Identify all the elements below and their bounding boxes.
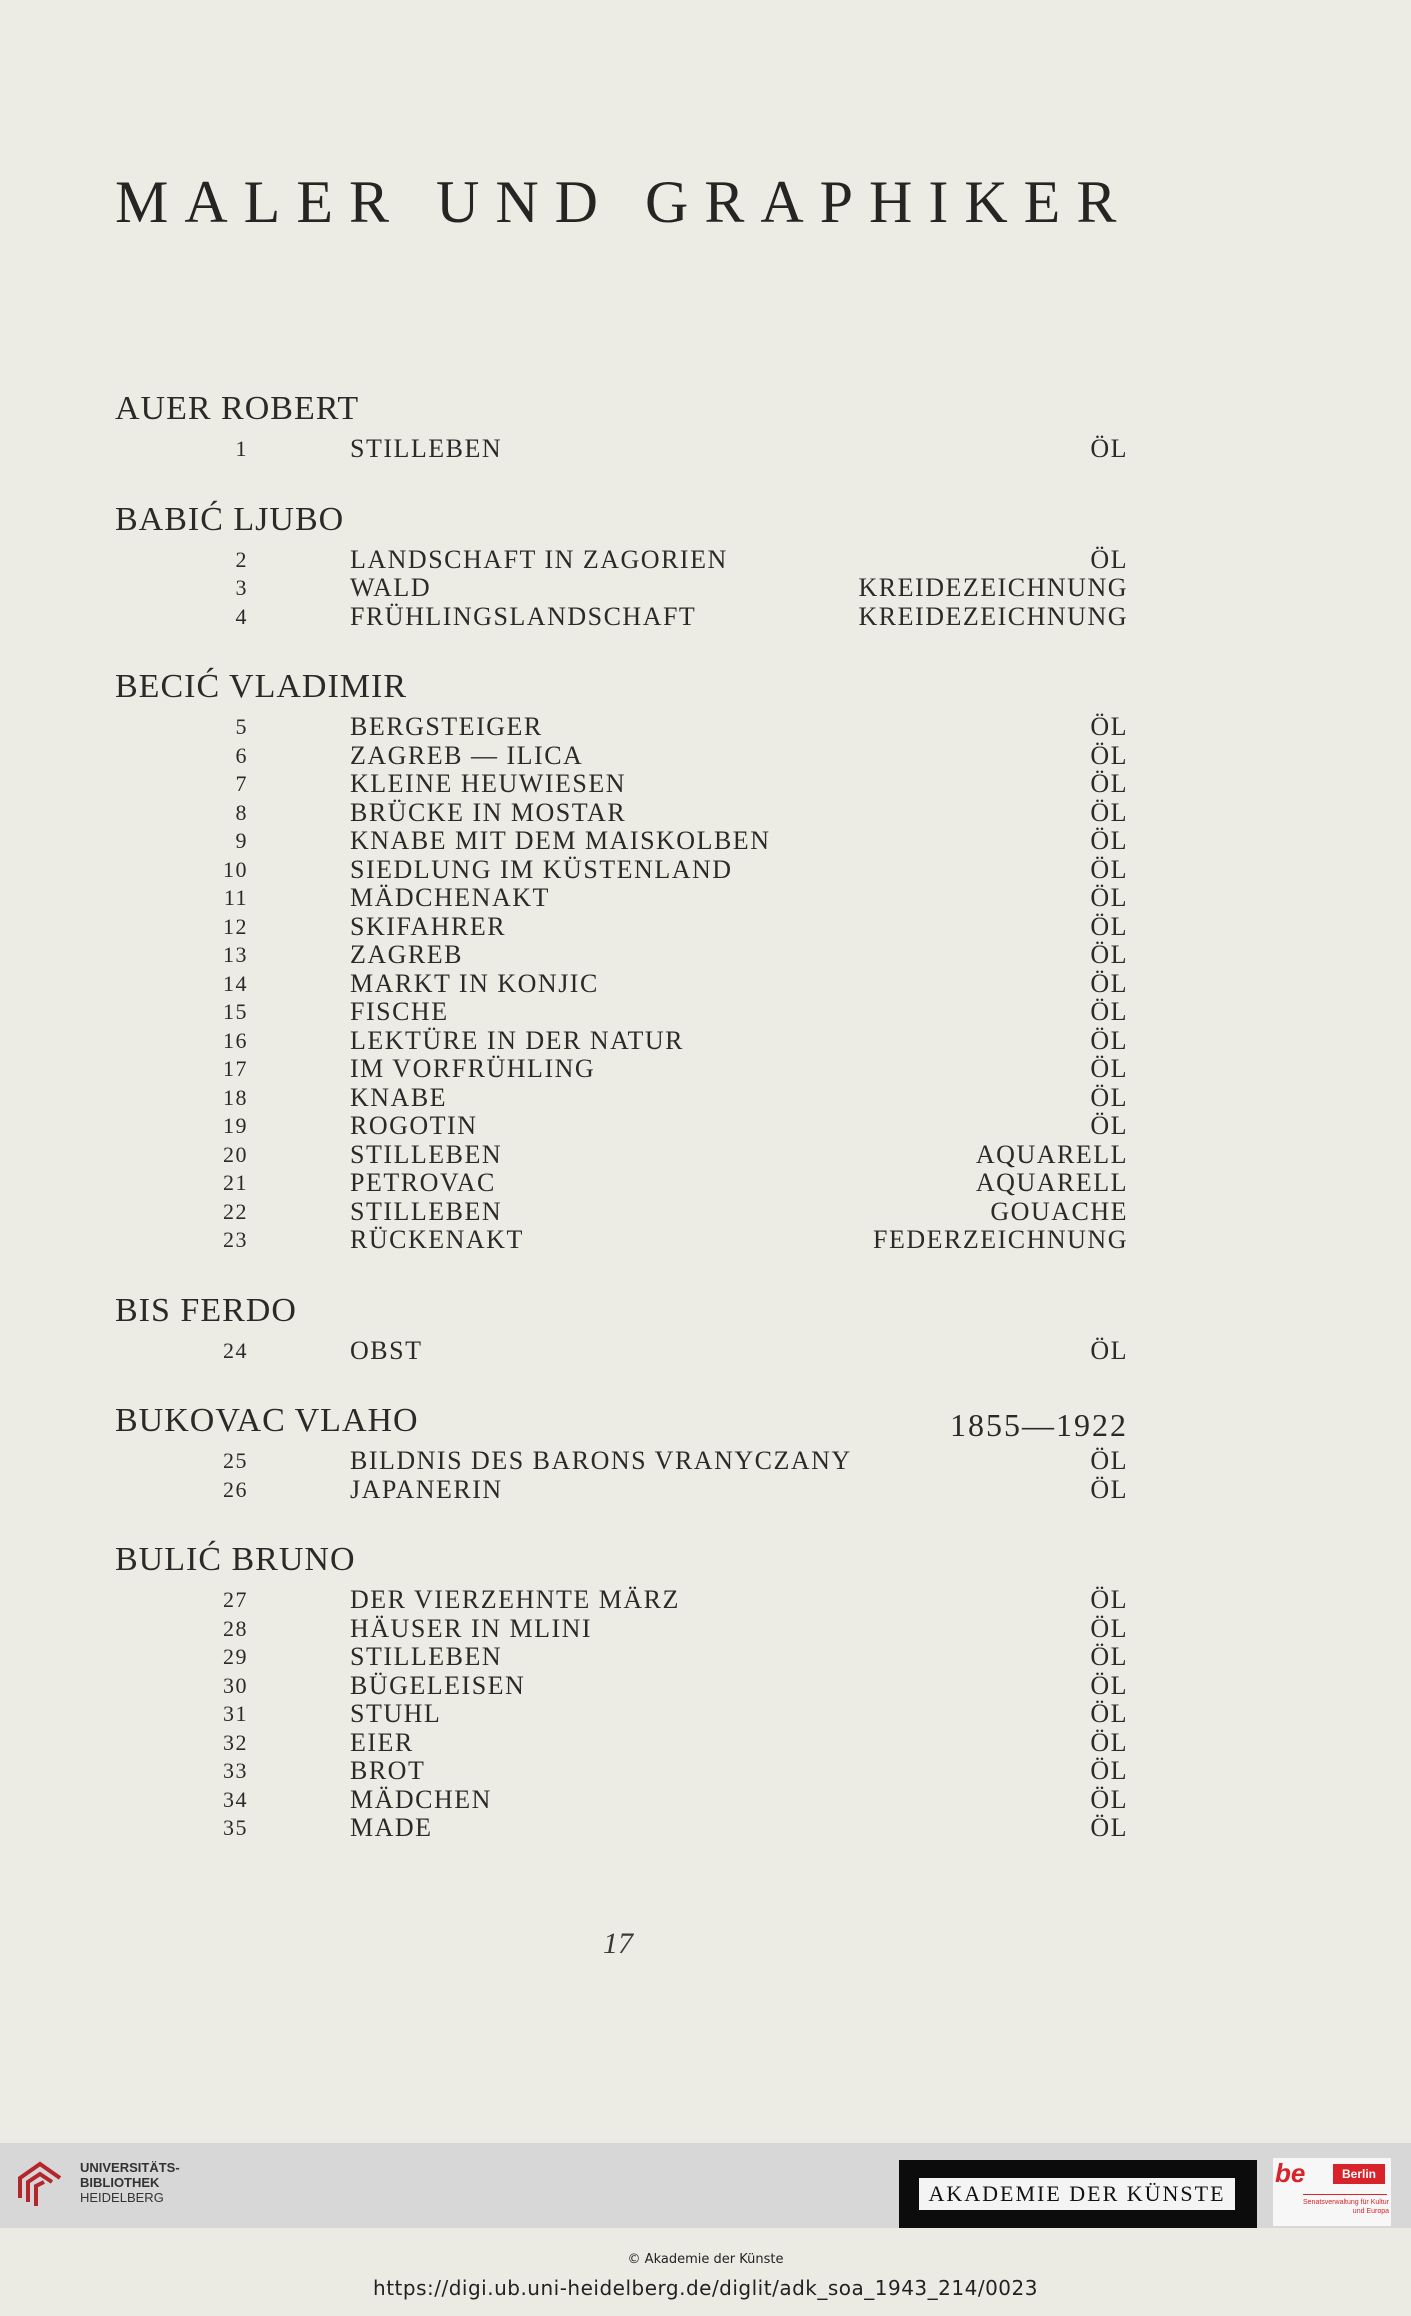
- work-number-text: 11: [223, 885, 248, 910]
- page-title: MALER UND GRAPHIKER: [115, 169, 1133, 235]
- work-medium: ÖL: [1090, 434, 1128, 463]
- work-title: MARKT IN KONJIC: [350, 968, 599, 998]
- work-title: BERGSTEIGER: [350, 712, 543, 741]
- work-number-text: 2: [235, 546, 248, 572]
- work-title: BÜGELEISEN: [350, 1670, 526, 1700]
- work-title: LANDSCHAFT IN ZAGORIEN: [350, 544, 728, 574]
- work-title: LEKTÜRE IN DER NATUR: [350, 1025, 685, 1055]
- work-entry: [115, 799, 1128, 828]
- work-medium: ÖL: [1090, 854, 1128, 884]
- source-url[interactable]: https://digi.ub.uni-heidelberg.de/diglit/adk_soa_1943_214/0023: [373, 2276, 1038, 2300]
- work-number-text: 4: [235, 603, 248, 629]
- library-line-1: UNIVERSITÄTS-: [80, 2160, 180, 2175]
- berlin-divider: [1303, 2194, 1387, 2195]
- artist-heading: [115, 1534, 1128, 1586]
- work-entry: [115, 941, 1128, 970]
- work-number-text: 14: [223, 970, 248, 996]
- work-medium: AQUARELL: [975, 1139, 1128, 1169]
- artist-group: [115, 383, 1128, 464]
- group-spacer: [115, 1504, 1128, 1534]
- work-entry: [115, 1786, 1128, 1815]
- work-number-text: 33: [223, 1758, 248, 1783]
- work-title: FRÜHLINGSLANDSCHAFT: [350, 601, 697, 631]
- work-number-text: 17: [223, 1056, 248, 1081]
- work-entry: [115, 1586, 1128, 1615]
- work-title: STILLEBEN: [350, 1642, 503, 1671]
- work-number-text: 26: [223, 1476, 248, 1502]
- work-title: EIER: [350, 1727, 414, 1757]
- work-medium: ÖL: [1090, 1335, 1128, 1365]
- work-medium: ÖL: [1090, 769, 1128, 798]
- work-number-text: 18: [223, 1084, 248, 1110]
- work-medium: ÖL: [1090, 1756, 1128, 1785]
- work-medium: ÖL: [1090, 968, 1128, 998]
- berlin-subtitle: Senatsverwaltung für Kultur und Europa: [1303, 2199, 1389, 2215]
- work-entry: [115, 1729, 1128, 1758]
- work-title: PETROVAC: [350, 1168, 496, 1197]
- work-entry: [115, 1198, 1128, 1227]
- work-entry: [115, 970, 1128, 999]
- work-medium: KREIDEZEICHNUNG: [858, 601, 1128, 631]
- work-number-text: 12: [223, 913, 248, 939]
- work-entry: [115, 574, 1128, 603]
- work-entry: [115, 856, 1128, 885]
- work-entry: [115, 742, 1128, 771]
- work-medium: KREIDEZEICHNUNG: [858, 573, 1128, 602]
- artist-name: AUER ROBERT: [115, 390, 360, 427]
- work-medium: ÖL: [1090, 1813, 1128, 1842]
- group-spacer: [115, 631, 1128, 661]
- work-medium: ÖL: [1090, 1613, 1128, 1643]
- library-line-3: HEIDELBERG: [80, 2190, 164, 2205]
- work-number-text: 10: [223, 856, 248, 882]
- work-medium: ÖL: [1090, 1474, 1128, 1504]
- work-number-text: 21: [223, 1170, 248, 1195]
- work-entry: [115, 827, 1128, 856]
- work-entry: [115, 1226, 1128, 1255]
- copyright-notice: © Akademie der Künste: [627, 2252, 784, 2267]
- artist-group: [115, 1285, 1128, 1366]
- work-number-text: 24: [223, 1337, 248, 1363]
- artist-name: BIS FERDO: [115, 1291, 297, 1329]
- work-medium: ÖL: [1090, 712, 1128, 741]
- artist-name: BULIĆ BRUNO: [115, 1541, 356, 1578]
- work-entry: [115, 1814, 1128, 1843]
- work-medium: ÖL: [1090, 1784, 1128, 1814]
- work-number-text: 31: [223, 1701, 248, 1726]
- page-number: 17: [603, 1927, 633, 1960]
- work-entry: [115, 1700, 1128, 1729]
- group-spacer: [115, 1365, 1128, 1395]
- work-number-text: 32: [223, 1729, 248, 1755]
- library-line-2: BIBLIOTHEK: [80, 2175, 160, 2190]
- work-title: BILDNIS DES BARONS VRANYCZANY: [350, 1446, 852, 1475]
- work-medium: ÖL: [1090, 1727, 1128, 1757]
- work-number-text: 3: [235, 575, 248, 600]
- work-entry: [115, 1643, 1128, 1672]
- work-medium: ÖL: [1090, 544, 1128, 574]
- berlin-be-mark: be: [1275, 2158, 1306, 2188]
- work-entry: [115, 1476, 1128, 1505]
- work-entry: [115, 1141, 1128, 1170]
- work-entry: [115, 913, 1128, 942]
- work-medium: ÖL: [1090, 1054, 1128, 1083]
- work-entry: [115, 435, 1128, 464]
- work-number-text: 8: [235, 799, 248, 825]
- work-title: SKIFAHRER: [350, 911, 507, 941]
- work-entry: [115, 1084, 1128, 1113]
- work-number-text: 7: [235, 771, 248, 796]
- work-number-text: 23: [223, 1227, 248, 1252]
- artist-group: [115, 1534, 1128, 1843]
- work-medium: ÖL: [1090, 1585, 1128, 1614]
- work-number-text: 29: [223, 1644, 248, 1669]
- work-title: STILLEBEN: [350, 434, 503, 463]
- work-number-text: 19: [223, 1113, 248, 1138]
- work-title: BROT: [350, 1756, 426, 1785]
- work-entry: [115, 1112, 1128, 1141]
- work-title: HÄUSER IN MLINI: [350, 1613, 593, 1643]
- artist-heading: [115, 494, 1128, 546]
- work-medium: ÖL: [1090, 1642, 1128, 1671]
- artist-heading: [115, 1395, 1128, 1447]
- work-number-text: 20: [223, 1141, 248, 1167]
- work-number-text: 28: [223, 1615, 248, 1641]
- work-title: KNABE MIT DEM MAISKOLBEN: [350, 826, 771, 855]
- work-entry: [115, 603, 1128, 632]
- ub-heidelberg-logo-icon[interactable]: [14, 2158, 66, 2210]
- work-number-text: 25: [223, 1448, 248, 1473]
- work-entry: [115, 1615, 1128, 1644]
- work-medium: ÖL: [1090, 1446, 1128, 1475]
- work-title: WALD: [350, 573, 432, 602]
- work-entry: [115, 1757, 1128, 1786]
- work-number-text: 15: [223, 999, 248, 1024]
- work-number-text: 5: [235, 714, 248, 739]
- work-medium: AQUARELL: [975, 1168, 1128, 1197]
- work-medium: ÖL: [1090, 883, 1128, 912]
- work-number-text: 34: [223, 1786, 248, 1812]
- artist-group: [115, 494, 1128, 632]
- group-spacer: [115, 464, 1128, 494]
- work-title: RÜCKENAKT: [350, 1225, 524, 1254]
- work-entry: [115, 1055, 1128, 1084]
- work-medium: GOUACHE: [990, 1196, 1128, 1226]
- berlin-senate-logo[interactable]: [1273, 2158, 1391, 2226]
- work-title: FISCHE: [350, 997, 449, 1026]
- work-title: ROGOTIN: [350, 1111, 478, 1140]
- work-title: MÄDCHENAKT: [350, 883, 550, 912]
- work-title: ZAGREB — ILICA: [350, 740, 584, 770]
- work-entry: [115, 713, 1128, 742]
- work-entry: [115, 884, 1128, 913]
- work-medium: ÖL: [1090, 826, 1128, 855]
- work-number-text: 13: [223, 942, 248, 967]
- artist-group: [115, 1395, 1128, 1504]
- work-title: KNABE: [350, 1082, 448, 1112]
- work-entry: [115, 1337, 1128, 1366]
- work-title: ZAGREB: [350, 940, 463, 969]
- work-title: JAPANERIN: [350, 1474, 503, 1504]
- work-medium: ÖL: [1090, 740, 1128, 770]
- library-name[interactable]: [80, 2160, 180, 2205]
- adk-logo[interactable]: [899, 2160, 1257, 2228]
- artist-heading: [115, 661, 1128, 713]
- group-spacer: [115, 1255, 1128, 1285]
- work-title: BRÜCKE IN MOSTAR: [350, 797, 627, 827]
- work-title: STILLEBEN: [350, 1196, 503, 1226]
- work-number-text: 1: [235, 436, 248, 461]
- work-medium: ÖL: [1090, 1111, 1128, 1140]
- work-medium: ÖL: [1090, 1025, 1128, 1055]
- work-number-text: 35: [223, 1815, 248, 1840]
- work-number-text: 30: [223, 1672, 248, 1698]
- adk-logo-label: AKADEMIE DER KÜNSTE: [919, 2178, 1235, 2210]
- work-number-text: 6: [235, 742, 248, 768]
- work-title: KLEINE HEUWIESEN: [350, 769, 626, 798]
- work-title: SIEDLUNG IM KÜSTENLAND: [350, 854, 733, 884]
- work-entry: [115, 1672, 1128, 1701]
- work-medium: ÖL: [1090, 911, 1128, 941]
- artist-dates: 1855—1922: [950, 1407, 1128, 1443]
- catalog-list: [115, 383, 1128, 1843]
- artist-group: [115, 661, 1128, 1255]
- work-medium: ÖL: [1090, 1699, 1128, 1728]
- work-title: STUHL: [350, 1699, 442, 1728]
- work-title: IM VORFRÜHLING: [350, 1054, 596, 1083]
- work-medium: FEDERZEICHNUNG: [873, 1225, 1128, 1254]
- work-title: MADE: [350, 1813, 433, 1842]
- work-entry: [115, 1447, 1128, 1476]
- work-number-text: 9: [235, 828, 248, 853]
- work-entry: [115, 1169, 1128, 1198]
- work-entry: [115, 1027, 1128, 1056]
- work-title: MÄDCHEN: [350, 1784, 492, 1814]
- work-medium: ÖL: [1090, 797, 1128, 827]
- work-number-text: 22: [223, 1198, 248, 1224]
- artist-heading: [115, 383, 1128, 435]
- artist-name: BUKOVAC VLAHO: [115, 1402, 419, 1439]
- work-number-text: 27: [223, 1587, 248, 1612]
- work-title: DER VIERZEHNTE MÄRZ: [350, 1585, 680, 1614]
- work-medium: ÖL: [1090, 997, 1128, 1026]
- work-medium: ÖL: [1090, 1670, 1128, 1700]
- artist-heading: [115, 1285, 1128, 1337]
- work-entry: [115, 998, 1128, 1027]
- work-medium: ÖL: [1090, 940, 1128, 969]
- work-title: STILLEBEN: [350, 1139, 503, 1169]
- work-medium: ÖL: [1090, 1082, 1128, 1112]
- work-entry: [115, 546, 1128, 575]
- work-title: OBST: [350, 1335, 423, 1365]
- work-entry: [115, 770, 1128, 799]
- work-number-text: 16: [223, 1027, 248, 1053]
- berlin-badge: Berlin: [1333, 2164, 1385, 2184]
- artist-name: BABIĆ LJUBO: [115, 500, 345, 538]
- artist-name: BECIĆ VLADIMIR: [115, 668, 407, 705]
